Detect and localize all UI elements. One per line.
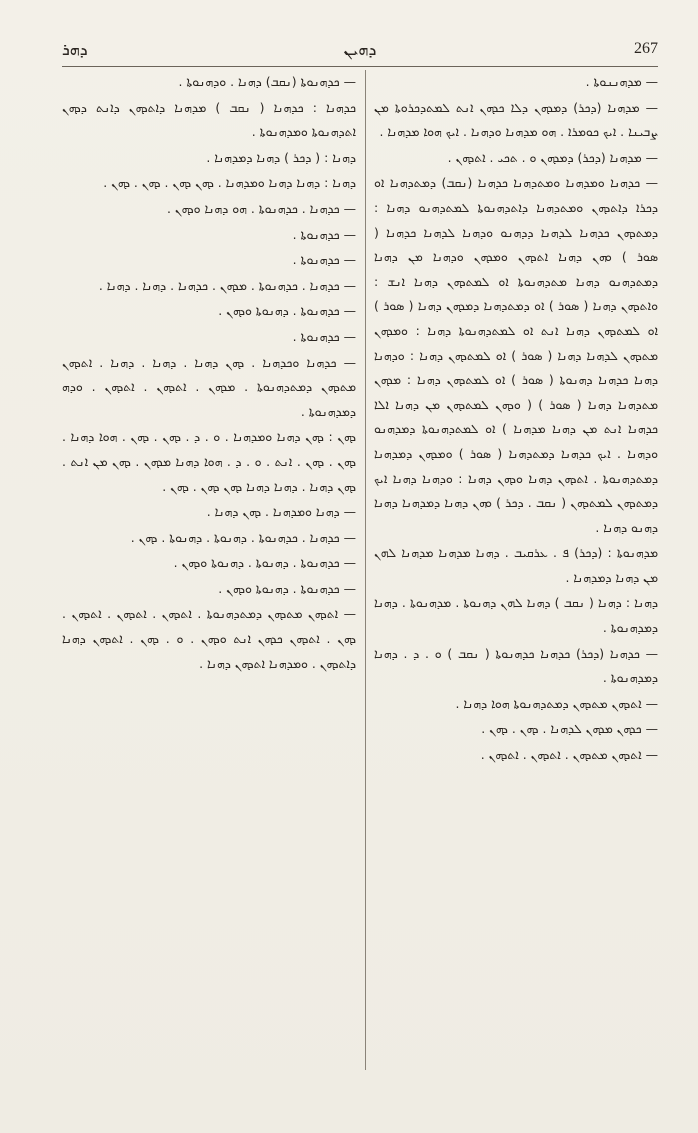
dictionary-entry: — ܟܕܗܢܘܬܐ . xyxy=(292,252,356,268)
running-head-center-word: ܕܗܝܢ xyxy=(343,40,377,59)
left-column xyxy=(62,70,356,1080)
running-head-left-word: ܕܗܪ xyxy=(62,40,88,59)
dictionary-entry: — ܟܕܗܢܘܬܐ . ܕܗܢܘܬܐ ܘܕܗܢ . xyxy=(218,303,356,319)
dictionary-entry: ܕܗܢܐ : ܕܗܢܐ ( ܢܩܒ ) ܕܗܢܐ ܠܗܢ ܕܗܢܘܬܐ . ܡܕܗܢܘܬܐ . ܕܗܢܐ ܕܡܕܗܢܘܬܐ . xyxy=(374,595,658,636)
dictionary-entry: ܕܗܢܐ : ( ܕܟܪ ) ܕܗܢܐ ܕܡܕܗܢܐ . xyxy=(206,149,356,165)
dictionary-entry: — ܟܕܗܢܐ . ܟܕܗܢܘܬܐ . ܡܕܗܢ . ܟܕܗܢܐ . ܕܗܢܐ . ܕܗܢܐ . xyxy=(98,277,356,293)
dictionary-entry: — ܟܕܗܢܘܬܐ . ܕܗܢܘܬܐ ܘܕܗܢ . xyxy=(218,580,356,596)
dictionary-entry: — ܟܕܗܢܐ . ܟܕܗܢܘܬܐ . ܗܘ ܕܗܢܐ ܘܕܗܢ . xyxy=(166,200,356,216)
dictionary-entry: — ܟܕܗܢܘܬܐ (ܢܩܒ) ܕܗܢܐ . ܘܕܗܢܘܬܐ . xyxy=(178,74,356,89)
page-number: 267 xyxy=(634,40,658,57)
dictionary-entry: ܕܗܢ : ܕܗܢ ܕܗܢܐ ܘܡܕܗܢܐ . ܘ . ܕ . ܕܗܢ . ܕܗܢ . ܗܘܐ ܕܗܢܐ . ܕܗܢ . ܕܗܢ . ܐܢܬ . ܘ . ܕ . ܗܘܐ ܕܗܢܐ ܡܕܗܢ . ܕܗܢ ܡܢ ܐܢܬ . ܕܗܢ ܕܗܢܐ . ܕܗܢܐ ܕܗܢܐ ܕܗܢ ܕܗܢ . ܕܗܢ . xyxy=(62,429,356,494)
dictionary-entry: ܡܕܗܢܘܬܐ : (ܕܟܪ) ܦ . ܥܪܩܝܒ . ܕܗܢܐ ܡܕܗܢܐ ܡܕܗܢܐ ܠܗܢ ܡܢ ܕܗܢܐ ܕܡܕܗܢܐ . xyxy=(374,545,658,585)
right-column xyxy=(374,70,658,1080)
dictionary-entry: — ܟܕܗܢܘܬܐ . ܕܗܢܘܬܐ . ܕܗܢܘܬܐ ܘܕܗܢ . xyxy=(173,555,356,571)
dictionary-entry: — ܟܕܗܢܐ (ܕܟܪ) ܟܕܗܢܐ ܟܕܗܢܘܬܐ ( ܢܩܒ ) ܘ . ܕ . ܕܗܢܐ ܕܡܕܗܢܘܬܐ . xyxy=(374,645,658,686)
dictionary-entry: ܟܕܗܢܐ : ܟܕܗܢܐ ( ܢܩܒ ) ܡܕܗܢܐ ܕܐܬܕܗܢ ܕܐܢܬ ܕܕܗܢ ܐܬܕܗܢܘܬܐ ܘܡܕܗܢܘܬܐ . xyxy=(62,99,356,140)
dictionary-entry: — ܐܬܕܗܢ ܡܬܕܗܢ . ܐܬܕܗܢ . ܐܬܕܗܢ . xyxy=(480,747,658,763)
dictionary-entry: — ܟܕܗܢ ܡܕܗܢ ܠܕܗܢܐ . ܕܗܢ . ܕܗܢ . xyxy=(481,721,658,737)
running-head xyxy=(62,40,658,62)
header-rule xyxy=(62,66,658,67)
dictionary-entry: — ܡܕܗܢܐ (ܕܟܪ) ܕܡܕܗܢ ܘ . ܬܟܝ . ܐܬܕܗܢ . xyxy=(447,149,658,165)
column-divider xyxy=(365,70,366,1070)
dictionary-entry: — ܐܬܕܗܢ ܡܬܕܗܢ ܕܡܬܕܗܢܘܬܐ . ܐܬܕܗܢ . ܐܬܕܗܢ . ܐܬܕܗܢ . ܕܗܢ . ܐܬܕܗܢ ܟܕܗܢ ܐܢܬ ܘܕܗܢ . ܘ . ܕܗܢ . ܐܬܕܗܢ ܕܗܢܐ ܕܐܬܕܗܢ . ܘܡܕܗܢܐ ܐܬܕܗܢ ܕܗܢܐ . xyxy=(62,606,356,671)
dictionary-entry: — ܕܗܢܐ ܘܡܕܗܢܐ . ܕܗܢ ܕܗܢܐ . xyxy=(206,504,356,520)
dictionary-entry: — ܡܕܗܢܐ (ܕܟܪ) ܕܡܕܗܢ ܕܠܐ ܟܕܗܢ ܐܢܬ ܠܡܬܕܟܪܘܬܐ ܡܢ ܨܒܝܢܐ . ܐܝܟ ܟܘܡܪܐ . ܗܘ ܡܕܗܢܐ ܘܕܗܢܐ . ܐܝܟ ܗܘܐ ܡܕܗܢܐ . xyxy=(374,99,658,140)
dictionary-entry: — ܟܕܗܢܘܬܐ . xyxy=(292,226,356,242)
dictionary-entry: — ܟܕܗܢܐ ܘܡܕܗܢܐ ܘܡܬܕܗܢܐ ܟܕܗܢܐ (ܢܩܒ) ܕܡܬܕܗܢܐ ܐܘ ܕܟܪܐ ܕܐܬܕܗܢ ܘܡܬܕܗܢܐ ܕܐܬܕܗܢܘܬܐ ܠܡܬܕܗܢܘ ܕܗܢܐ : ܕܡܬܕܗܢ ܟܕܗܢܐ ܠܕܗܢܐ ܕܕܗܢܘ ܘܕܗܢܐ ܠܕܗܢܐ ܟܕܗܢܐ ( ܣܘܪ ) ܘܗܢ ܕܗܢܐ ܐܬܕܗܢ ܘܡܕܗܢ ܘܕܗܢܐ ܡܢ ܕܗܢܐ ܕܡܬܕܗܢܘ ܕܗܢܐ ܡܬܕܗܢܘܬܐ ܐܘ ܠܡܬܕܗܢ ܕܗܢܐ ܐܢܫ : ܘܐܬܕܗܢ ܕܗܢܐ ( ܣܘܪ ) ܐܘ ܕܡܬܕܗܢܐ ܕܡܕܗܢ ܕܗܢܐ ( ܣܘܪ ) ܐܘ ܠܡܬܕܗܢ ܕܗܢܐ ܐܢܬ ܐܘ ܠܡܬܕܗܢܘܬܐ ܕܗܢܐ : ܘܡܕܗܢ ܡܬܕܗܢ ܠܕܗܢܐ ܕܗܢܐ ( ܣܘܪ ) ܐܘ ܠܡܬܕܗܢ ܕܗܢܐ : ܘܕܗܢܐ ܕܗܢܐ ܟܕܗܢܐ ܕܗܢܘܬܐ ( ܣܘܪ ) ܐܘ ܠܡܬܕܗܢ ܕܗܢܐ : ܡܕܗܢ ܡܬܕܗܢܐ ܕܗܢܐ ( ܣܘܪ ) ( ܘܕܗܢ ܠܡܬܕܗܢ ܡܢ ܕܗܢܐ ܐܠܐ ܟܕܗܢܐ ܐܢܬ ܡܢ ܕܗܢܐ ܡܕܗܢܐ ) ܐܘ ܠܡܬܕܗܢܘܬܐ ܕܡܕܗܢܘ ܘܕܗܢܐ . ܐܝܟ ܟܕܗܢܐ ܕܡܬܕܗܢܐ ( ܣܘܪ ) ܘܡܕܗܢ ܕܡܕܗܢܐ ܕܡܬܕܗܢܘܬܐ . ܐܬܕܗܢ ܕܗܢܐ ܘܕܗܢ ܕܗܢܐ : ܘܕܗܢܐ ܕܗܢܐ ܐܝܟ ܕܡܬܕܗܢ ܠܡܬܕܗܢ ( ܢܩܒ . ܕܟܪ ) ܘܗܢ ܕܗܢܐ ܕܡܕܗܢܐ ܕܗܢܐ ܕܗܢܘ ܕܗܢܐ . xyxy=(374,175,658,535)
dictionary-entry: — ܐܬܕܗܢ ܡܬܕܗܢ ܕܡܬܕܗܢܘܬܐ ܗܘܐ ܕܗܢܐ . xyxy=(455,695,658,711)
dictionary-entry: — ܟܕܗܢܐ ܘܟܕܗܢܐ . ܕܗܢ ܕܗܢܐ . ܕܗܢܐ . ܕܗܢܐ . ܐܬܕܗܢ ܡܬܕܗܢ ܕܡܬܕܗܢܘܬܐ . ܡܕܗܢ . ܐܬܕܗܢ . ܐܬܕܗܢ . ܘܕܗ ܕܡܕܗܢܘܬܐ . xyxy=(62,354,356,419)
dictionary-entry: — ܟܕܗܢܐ . ܟܕܗܢܘܬܐ . ܕܗܢܘܬܐ . ܕܗܢܘܬܐ . ܕܗܢ . xyxy=(130,529,356,545)
dictionary-entry: ܕܗܢܐ : ܕܗܢܐ ܕܗܢܐ ܘܡܕܗܢܐ . ܕܗܢ ܕܗܢ . ܕܗܢ . ܕܗܢ . xyxy=(103,175,356,191)
dictionary-entry: — ܡܕܗܢܢܘܬܐ . xyxy=(585,74,658,89)
dictionary-entry: — ܟܕܗܢܘܬܐ . xyxy=(292,328,356,344)
